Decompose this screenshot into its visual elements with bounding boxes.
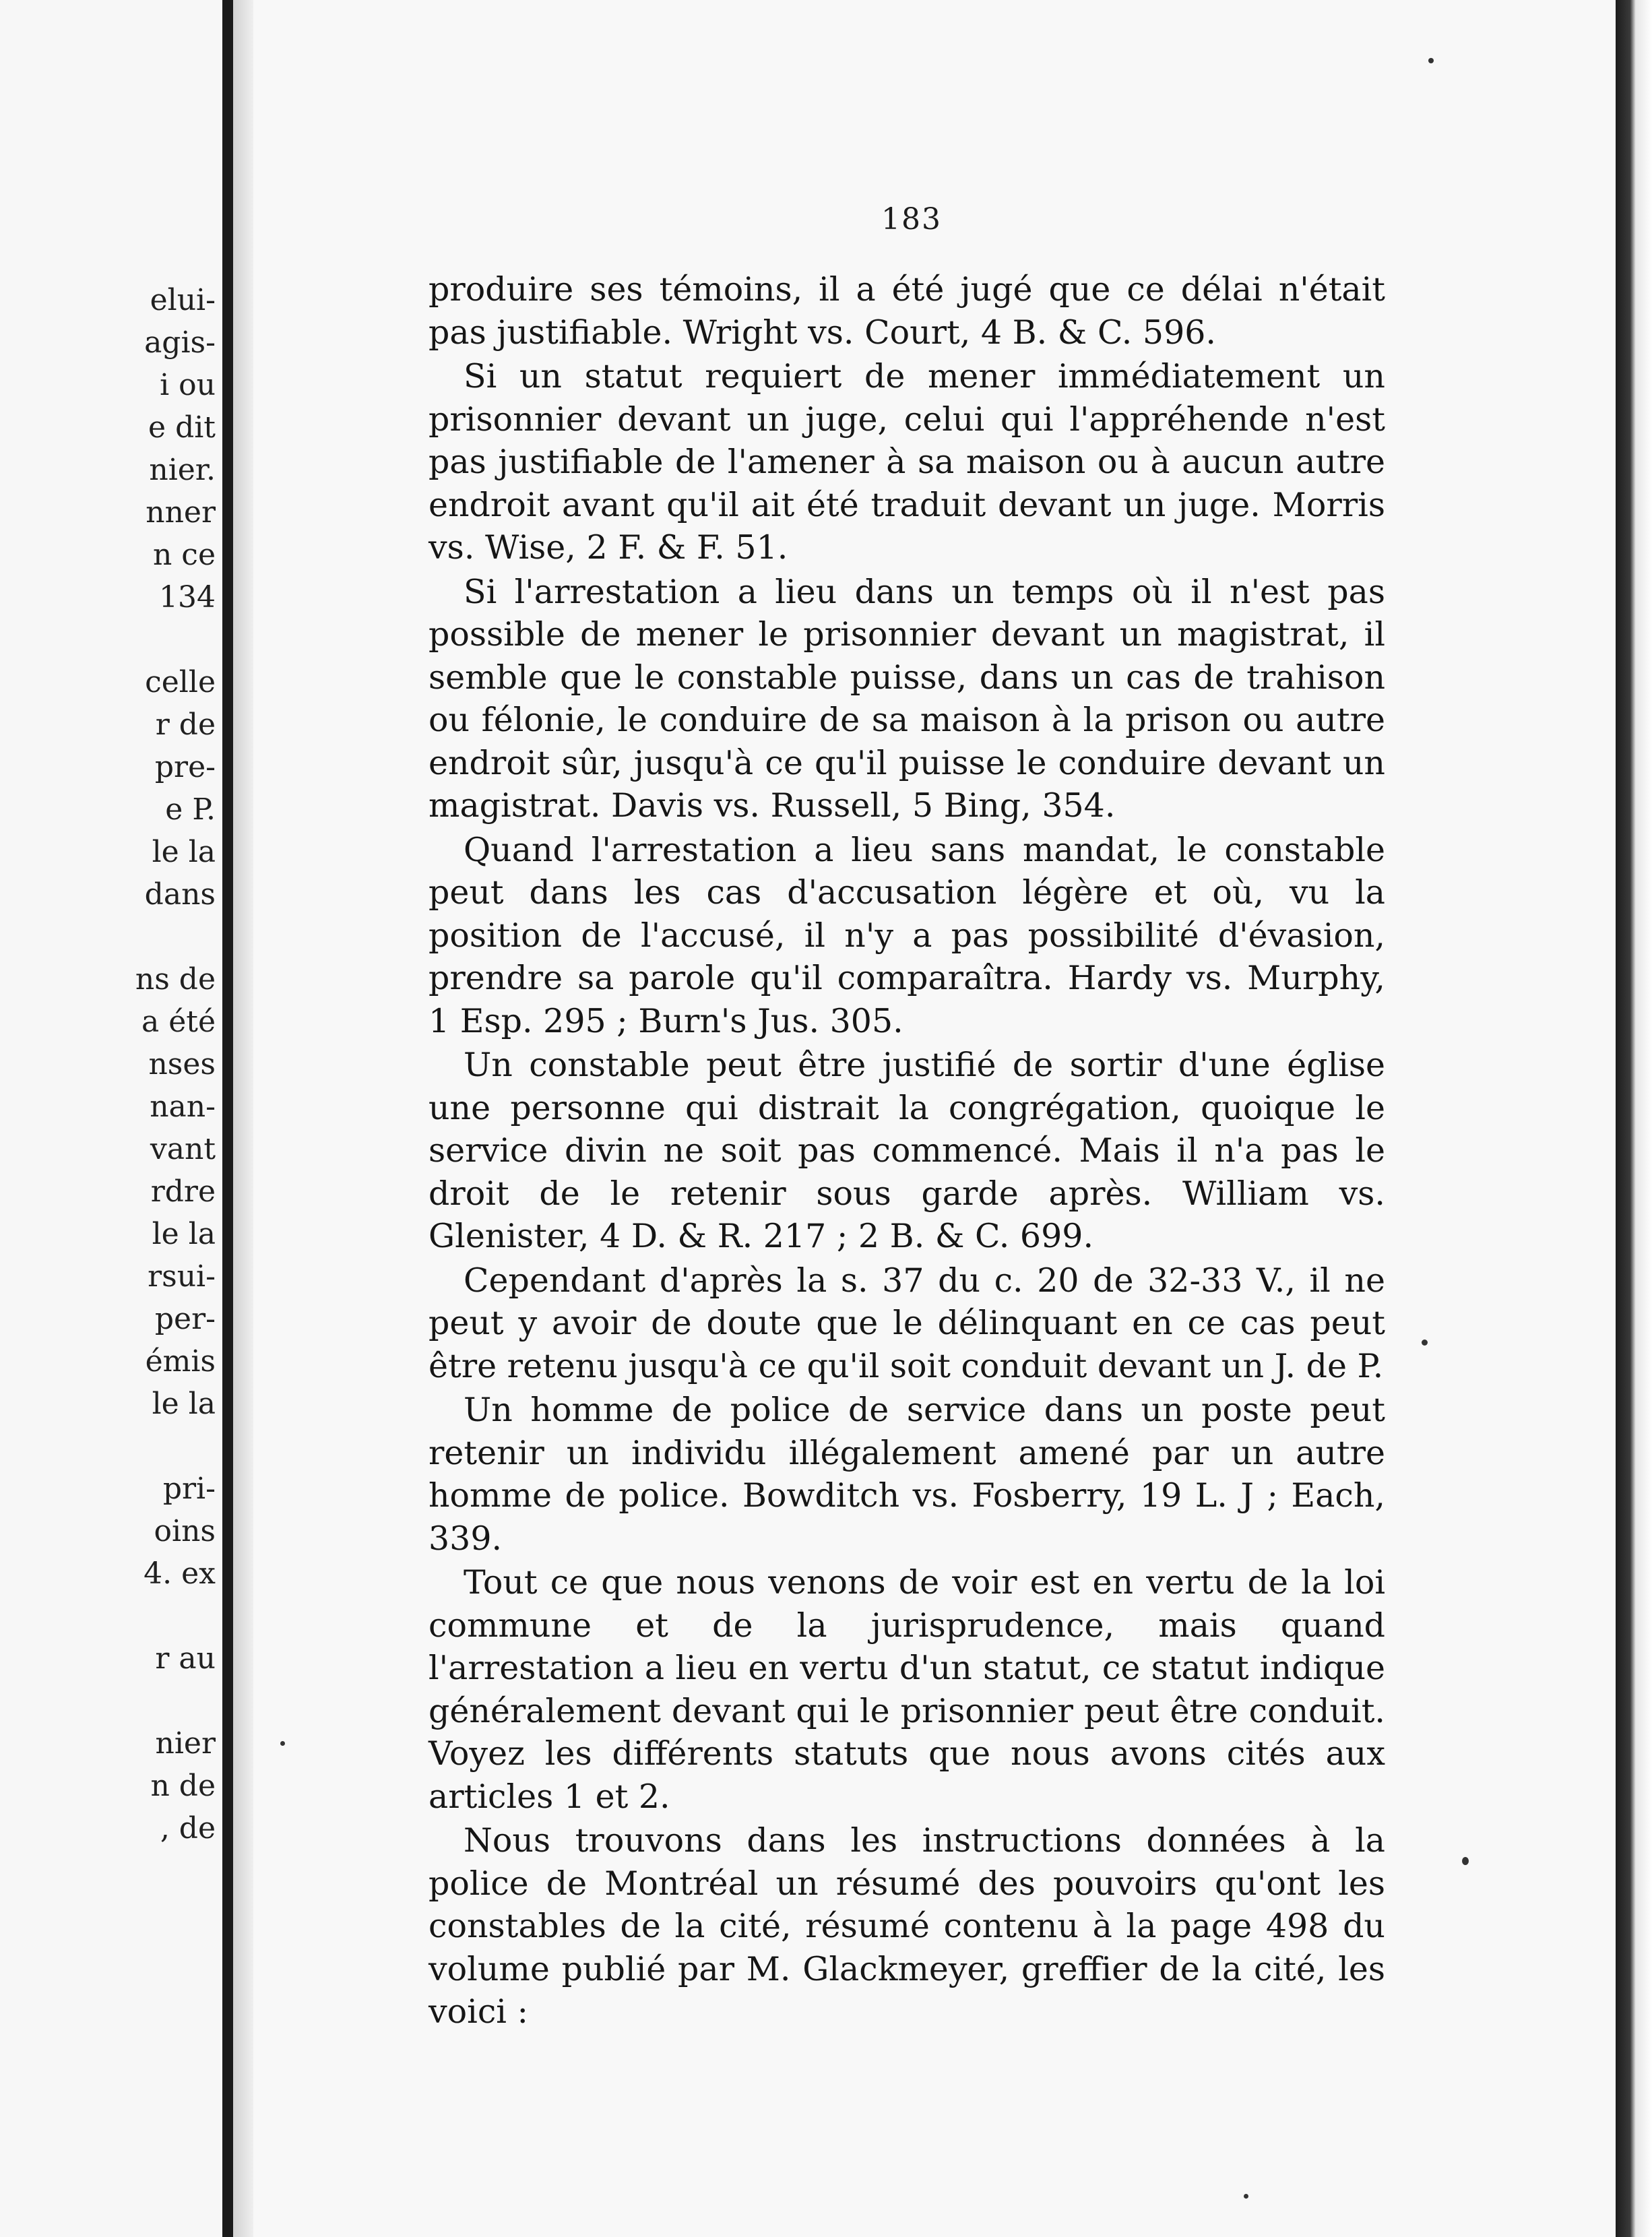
scan-speck: [280, 1741, 285, 1746]
left-page-line: oins: [154, 1514, 216, 1548]
left-page-line: n de: [150, 1769, 216, 1803]
left-page-line: émis: [145, 1344, 216, 1379]
paragraph: Un constable peut être justifié de sortir d'une église une personne qui distrait la congrégation, quoique le service divin ne soit pas commencé. Mais il n'a pas le droit de le retenir sous garde après. William vs. Glenister, 4 D. & R. 217 ; 2 B. & C. 699.: [428, 1046, 1385, 1255]
binding-gutter: [222, 0, 233, 2237]
scan-speck: [1244, 2194, 1248, 2199]
scan-speck: [1462, 1857, 1469, 1865]
left-page-line: nner: [146, 495, 216, 530]
left-page-line: 4. ex: [144, 1556, 216, 1591]
left-page-line: le la: [152, 835, 216, 869]
left-page-line: celle: [145, 665, 216, 699]
paragraph: Un homme de police de service dans un poste peut retenir un individu illégalement amené par un autre homme de police. Bowditch vs. Fosberry, 19 L. J ; Each, 339.: [428, 1391, 1385, 1558]
left-page-line: ns de: [135, 962, 216, 997]
paragraph: Si l'arrestation a lieu dans un temps où il n'est pas possible de mener le prisonnier devant un magistrat, il semble que le constable puisse, dans un cas de trahison ou félonie, le conduire de sa maison à la prison ou autre endroit sûr, jusqu'à ce qu'il puisse le conduire devant un magistrat. Davis vs. Russell, 5 Bing, 354.: [428, 572, 1385, 825]
left-page-line: e P.: [165, 792, 216, 827]
paragraph: Nous trouvons dans les instructions données à la police de Montréal un résumé des pouvoirs qu'ont les constables de la cité, résumé contenu à la page 498 du volume publié par M. Glackmeyer, greffier de la cité, les voici :: [428, 1821, 1385, 2031]
left-page-line: a été: [141, 1005, 216, 1039]
page-number: 183: [881, 202, 942, 237]
left-page-line: r au: [155, 1641, 216, 1676]
page-edge: [1616, 0, 1652, 2237]
left-page-line: pre-: [154, 750, 216, 784]
left-page-line: per-: [154, 1302, 216, 1336]
paragraph: Tout ce que nous venons de voir est en vertu de la loi commune et de la jurisprudence, mais quand l'arrestation a lieu en vertu d'un statut, ce statut indique généralement devant qui le prisonnier peut être conduit. Voyez les différents statuts que nous avons cités aux articles 1 et 2.: [428, 1563, 1385, 1816]
left-page-line: nan-: [150, 1090, 216, 1124]
left-page-line: vant: [150, 1132, 216, 1166]
left-page-line: agis-: [144, 325, 216, 360]
binding-shadow: [233, 0, 253, 2237]
left-page-line: n ce: [152, 538, 216, 572]
left-page-line: le la: [152, 1217, 216, 1251]
paragraph: produire ses témoins, il a été jugé que ce délai n'était pas justifiable. Wright vs. Court, 4 B. & C. 596.: [428, 270, 1385, 352]
scan-speck: [1422, 1340, 1428, 1346]
left-page-line: nier.: [149, 453, 216, 487]
left-page-line: elui-: [150, 283, 216, 317]
left-page-line: e dit: [148, 410, 216, 445]
paragraph: Si un statut requiert de mener immédiatement un prisonnier devant un juge, celui qui l'appréhende n'est pas justifiable de l'amener à sa maison ou à aucun autre endroit avant qu'il ait été traduit devant un juge. Morris vs. Wise, 2 F. & F. 51.: [428, 357, 1385, 567]
left-page-line: r de: [155, 707, 216, 742]
left-page-line: le la: [152, 1387, 216, 1421]
left-page-fragment: [0, 0, 222, 2237]
left-page-line: 134: [159, 580, 216, 615]
left-page-line: rdre: [150, 1174, 216, 1209]
scan-speck: [1428, 58, 1434, 63]
left-page-line: pri-: [162, 1472, 216, 1506]
paragraph: Cependant d'après la s. 37 du c. 20 de 32-33 V., il ne peut y avoir de doute que le délinquant en ce cas peut être retenu jusqu'à ce qu'il soit conduit devant un J. de P.: [428, 1261, 1385, 1385]
left-page-line: nses: [148, 1047, 216, 1081]
left-page-line: nier: [155, 1726, 216, 1761]
left-page-line: dans: [144, 877, 216, 912]
left-page-line: rsui-: [148, 1259, 216, 1294]
left-page-line: i ou: [160, 368, 216, 402]
page-body: [428, 268, 1385, 2035]
left-page-line: , de: [160, 1811, 216, 1846]
paragraph: Quand l'arrestation a lieu sans mandat, le constable peut dans les cas d'accusation légère et où, vu la position de l'accusé, il n'y a pas possibilité d'évasion, prendre sa parole qu'il comparaîtra. Hardy vs. Murphy, 1 Esp. 295 ; Burn's Jus. 305.: [428, 830, 1385, 1040]
